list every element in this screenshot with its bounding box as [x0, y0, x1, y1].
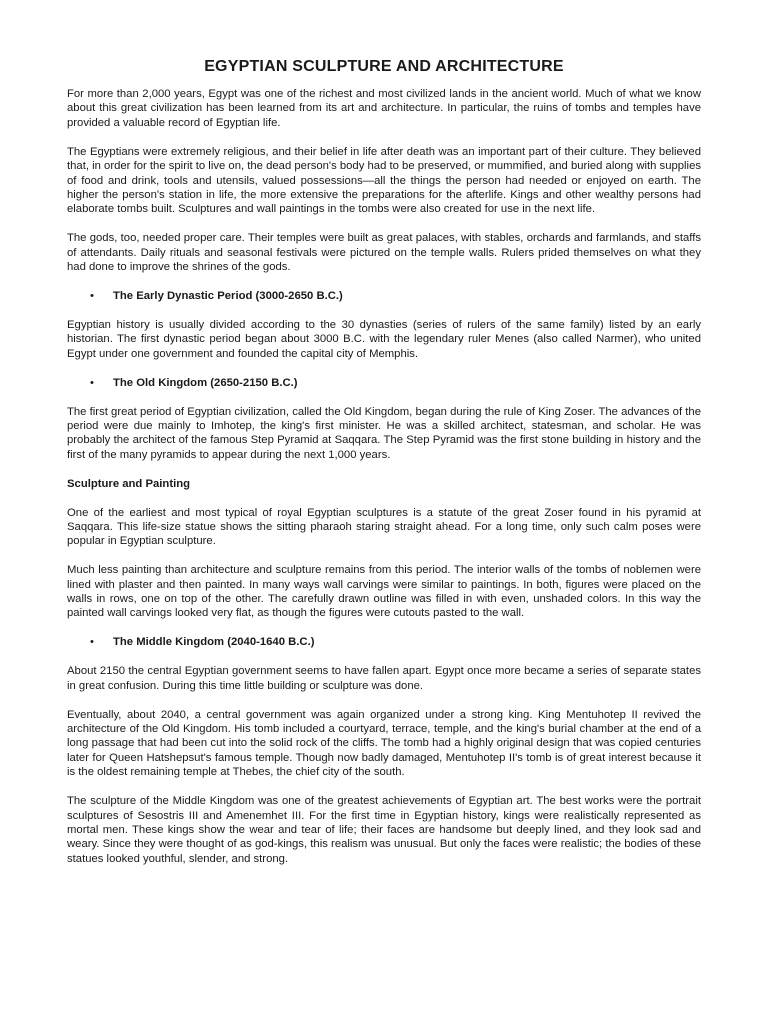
paragraph-religion: The Egyptians were extremely religious, and their belief in life after death was an important part of their culture. They believed that, in order for the spirit to live on, the dead person's body had to be preserved, or mummified, and buried along with supplies of food and drink, tools and utensils, valued possessions—all the things the person had needed or enjoyed on earth. The higher the person's station in life, the more extensive the preparations for the afterlife. Kings and other wealthy persons had elaborate tombs built. Sculptures and wall paintings in the tombs were also created for use in the next life. — [67, 145, 701, 216]
bullet-heading-text: The Early Dynastic Period (3000-2650 B.C.) — [113, 289, 343, 302]
document-title: EGYPTIAN SCULPTURE AND ARCHITECTURE — [204, 58, 564, 75]
bullet-heading-text: The Old Kingdom (2650-2150 B.C.) — [113, 376, 298, 389]
bullet-icon: • — [90, 376, 94, 389]
bullet-heading-early-dynastic — [67, 289, 701, 303]
paragraph-mentuhotep: Eventually, about 2040, a central government was again organized under a strong king. King Mentuhotep II revived the architecture of the Old Kingdom. His tomb included a courtyard, terrace, temple, and the king's burial chamber at the end of a long passage that had been cut into the solid rock of the cliffs. The tomb had a highly original design that was copied centuries later for Queen Hatshepsut's famous temple. Though now badly damaged, Mentuhotep II's tomb is of great interest because it is the oldest remaining temple at Thebes, the chief city of the south. — [67, 708, 701, 779]
paragraph-middle-kingdom-sculpture: The sculpture of the Middle Kingdom was one of the greatest achievements of Egyptian art. The best works were the portrait sculptures of Sesostris III and Amenemhet III. For the first time in Egyptian history, kings were realistically represented as mortal men. These kings show the wear and tear of life; their faces are handsome but deeply lined, and they look sad and weary. Since they were thought of as god-kings, this realism was unusual. But only the faces were realistic; the bodies of these statues looked youthful, slender, and strong. — [67, 795, 701, 865]
bullet-icon: • — [90, 636, 94, 649]
bullet-icon: • — [90, 289, 94, 302]
paragraph-gods: The gods, too, needed proper care. Their temples were built as great palaces, with stables, orchards and farmlands, and staffs of attendants. Daily rituals and seasonal festivals were pictured on the temple walls. Rulers prided themselves on what they had done to improve the shrines of the gods. — [67, 232, 701, 274]
paragraph-collapse: About 2150 the central Egyptian government seems to have fallen apart. Egypt once more became a series of separate states in great confusion. During this time little building or sculpture was done. — [67, 665, 701, 692]
paragraph-zoser-statue: One of the earliest and most typical of royal Egyptian sculptures is a statute of the great Zoser found in his pyramid at Saqqara. This life-size statue shows the sitting pharaoh staring straight ahead. For a long time, only such calm poses were popular in Egyptian sculpture. — [67, 506, 701, 548]
section-heading-sculpture-painting: Sculpture and Painting — [67, 477, 191, 490]
bullet-heading-middle-kingdom — [67, 635, 701, 649]
paragraph-old-kingdom: The first great period of Egyptian civilization, called the Old Kingdom, began during the rule of King Zoser. The advances of the period were due mainly to Imhotep, the king's first minister. He was a skilled architect, statesman, and scholar. He was probably the architect of the famous Step Pyramid at Saqqara. The Step Pyramid was the first stone building in history and the first of the many pyramids to appear during the next 1,000 years. — [67, 405, 701, 461]
document-page — [67, 56, 701, 881]
bullet-heading-text: The Middle Kingdom (2040-1640 B.C.) — [113, 636, 315, 649]
bullet-heading-old-kingdom — [67, 376, 701, 390]
paragraph-intro: For more than 2,000 years, Egypt was one of the richest and most civilized lands in the ancient world. Much of what we know about this great civilization has been learned from its art and architecture. In particular, the ruins of tombs and temples have provided a valuable record of Egyptian life. — [67, 88, 701, 129]
paragraph-painting: Much less painting than architecture and sculpture remains from this period. The interior walls of the tombs of noblemen were lined with plaster and then painted. In many ways wall carvings were similar to paintings. In both, figures were placed on the walls in rows, one on top of the other. The carefully drawn outline was filled in with even, unshaded colors. In this way the painted wall carvings looked very flat, as though the figures were cutouts pasted to the wall. — [67, 564, 701, 620]
paragraph-dynasties: Egyptian history is usually divided according to the 30 dynasties (series of rulers of the same family) listed by an early historian. The first dynastic period began about 3000 B.C. with the legendary ruler Menes (also called Narmer), who united Egypt under one government and founded the capital city of Memphis. — [67, 318, 701, 360]
